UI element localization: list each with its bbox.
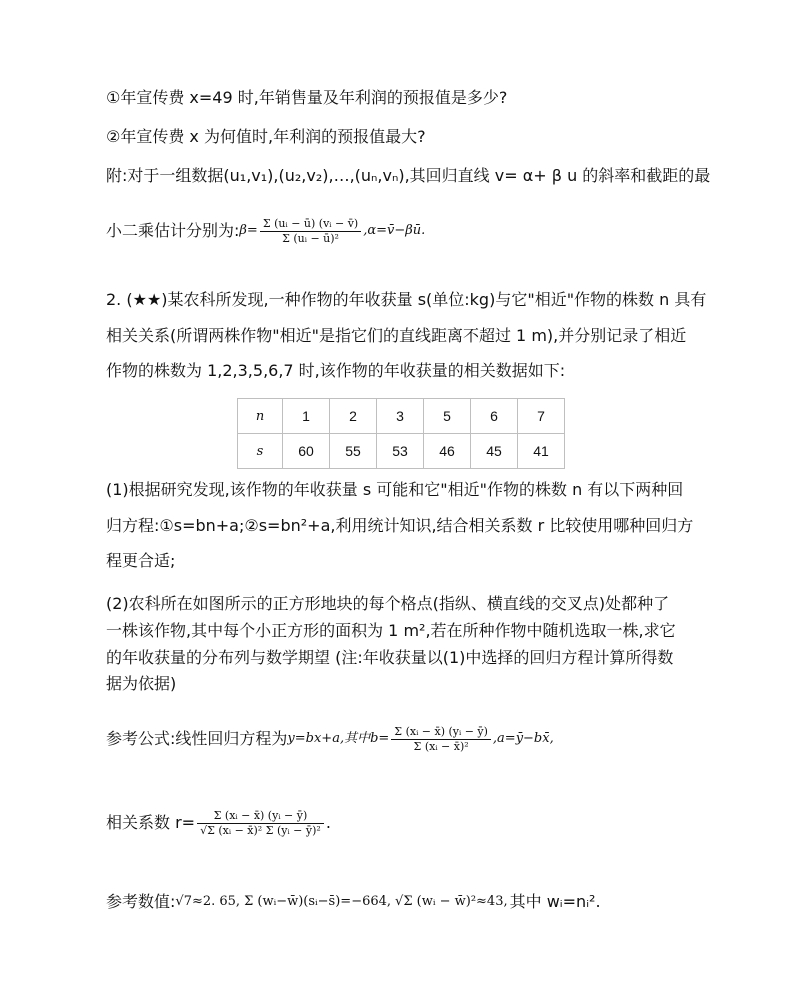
ref-values-sum2: √Σ (wᵢ − w̄)²≈43, <box>395 894 508 909</box>
part2-line2: 一株该作物,其中每个小正方形的面积为 1 m²,若在所种作物中随机选取一株,求它 <box>106 621 676 640</box>
table-row-s <box>238 434 565 469</box>
table-cell: 46 <box>424 434 471 469</box>
part1-line2: 归方程:①s=bn+a;②s=bn²+a,利用统计知识,结合相关系数 r 比较使用哪种回归方 <box>106 516 694 535</box>
part1-line3: 程更合适; <box>106 551 176 570</box>
ref-values-tail: 其中 wᵢ=nᵢ². <box>509 892 601 911</box>
table-cell: 1 <box>283 399 330 434</box>
q2-line3: 作物的株数为 1,2,3,5,6,7 时,该作物的年收获量的相关数据如下: <box>106 361 566 380</box>
part2-line3: 的年收获量的分布列与数学期望 (注:年收获量以(1)中选择的回归方程计算所得数 <box>106 648 674 667</box>
table-header-s: s <box>238 434 283 469</box>
table-cell: 60 <box>283 434 330 469</box>
table-cell: 53 <box>377 434 424 469</box>
ref-numerator: Σ (xᵢ − x̄) (yᵢ − ȳ) <box>391 725 491 740</box>
corr-fraction <box>197 809 324 838</box>
ref-formula-eq: y=bx+a,其中b= <box>287 731 390 746</box>
table-cell: 55 <box>330 434 377 469</box>
part2-line4: 据为依据) <box>106 674 177 693</box>
table-header-n: n <box>238 399 283 434</box>
appendix-line2 <box>106 206 425 256</box>
appendix-alpha: ,α=v̄−βū. <box>363 223 426 238</box>
appendix-line1: 附:对于一组数据(u₁,v₁),(u₂,v₂),…,(uₙ,vₙ),其回归直线 v= α+ β u 的斜率和截距的最 <box>106 166 711 185</box>
q2-line1: 2. (★★)某农科所发现,一种作物的年收获量 s(单位:kg)与它"相近"作物的株数 n 具有 <box>106 290 707 309</box>
table-cell: 41 <box>518 434 565 469</box>
q1-sub1: ①年宣传费 x=49 时,年销售量及年利润的预报值是多少? <box>106 88 508 107</box>
ref-values-sum1: Σ (wᵢ−w̄)(sᵢ−s̄)=−664, <box>244 894 392 909</box>
corr-formula <box>106 792 331 854</box>
data-table <box>237 398 565 469</box>
table-cell: 3 <box>377 399 424 434</box>
appendix-prefix: 小二乘估计分别为: <box>106 221 240 240</box>
corr-numerator: Σ (xᵢ − x̄) (yᵢ − ȳ) <box>197 809 324 824</box>
table-cell: 45 <box>471 434 518 469</box>
corr-period: . <box>325 813 331 832</box>
beta-fraction <box>260 217 361 246</box>
table-cell: 2 <box>330 399 377 434</box>
ref-formula <box>106 713 554 765</box>
ref-formula-prefix: 参考公式:线性回归方程为 <box>106 729 288 748</box>
part1-line1: (1)根据研究发现,该作物的年收获量 s 可能和它"相近"作物的株数 n 有以下两种回 <box>106 480 684 499</box>
table-cell: 6 <box>471 399 518 434</box>
appendix-beta: β= <box>239 223 258 238</box>
ref-values-prefix: 参考数值: <box>106 892 176 911</box>
ref-denominator: Σ (xᵢ − x̄)² <box>413 739 469 753</box>
beta-denominator: Σ (uᵢ − ū)² <box>282 231 339 245</box>
part2-line1: (2)农科所在如图所示的正方形地块的每个格点(指纵、横直线的交叉点)处都种了 <box>106 594 670 613</box>
ref-values-sqrt7: √7≈2. 65, <box>175 894 241 909</box>
corr-prefix: 相关系数 r= <box>106 813 196 832</box>
table-row-n <box>238 399 565 434</box>
q1-sub2: ②年宣传费 x 为何值时,年利润的预报值最大? <box>106 127 426 146</box>
beta-numerator: Σ (uᵢ − ū) (vᵢ − v̄) <box>260 217 361 232</box>
q2-line2: 相关关系(所谓两株作物"相近"是指它们的直线距离不超过 1 m),并分别记录了相近 <box>106 326 687 345</box>
ref-fraction <box>391 725 491 754</box>
ref-formula-tail: ,a=ȳ−bx̄, <box>492 731 554 746</box>
ref-values <box>106 884 601 920</box>
corr-denominator: √Σ (xᵢ − x̄)² Σ (yᵢ − ȳ)² <box>200 823 321 837</box>
table-cell: 5 <box>424 399 471 434</box>
table-cell: 7 <box>518 399 565 434</box>
